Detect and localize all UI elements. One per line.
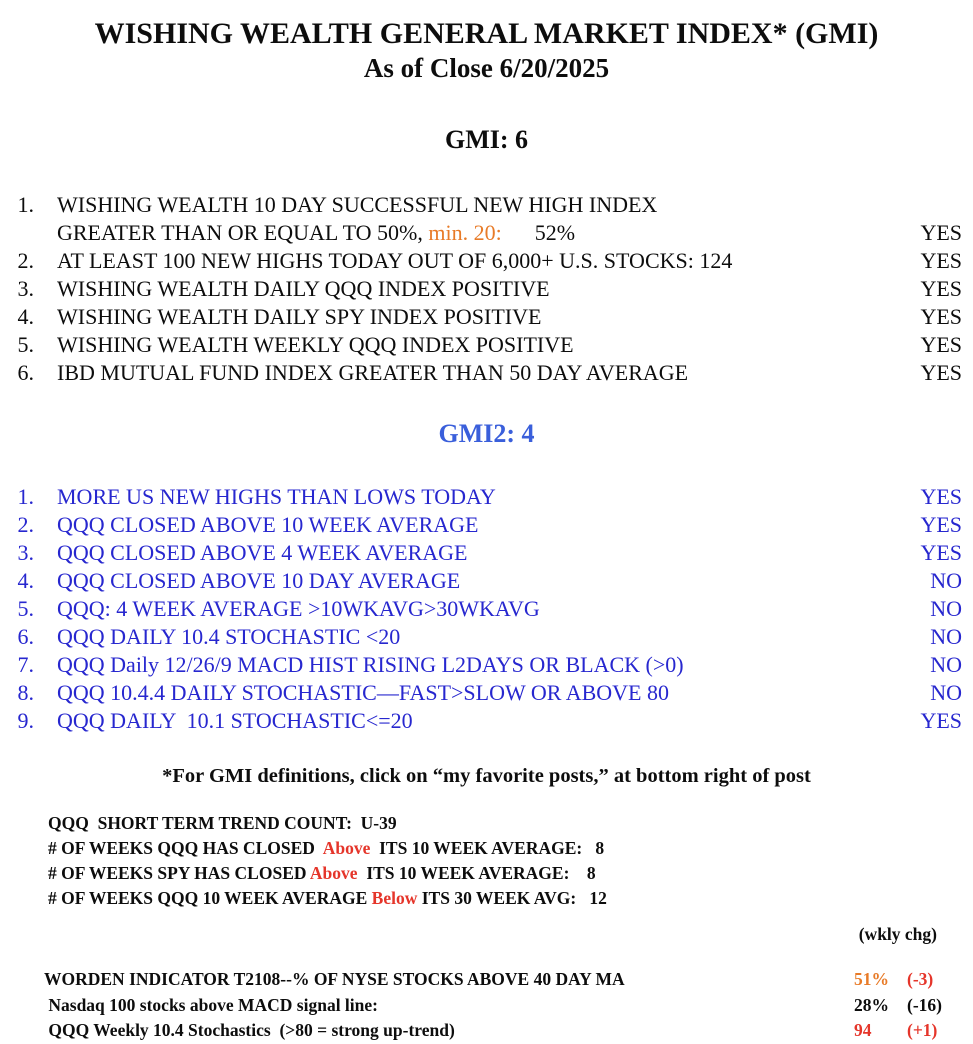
gmi-item-row (0, 191, 962, 219)
item-text (34, 595, 910, 623)
stat-text-segment: # OF WEEKS SPY HAS CLOSED (48, 863, 310, 883)
gmi2-item-row (0, 679, 962, 707)
gmi-item-row (0, 359, 962, 387)
item-text-segment: min. 20: (428, 220, 502, 245)
indicator-label: QQQ Weekly 10.4 Stochastics (>80 = strong up-trend) (44, 1020, 455, 1040)
item-answer: YES (920, 304, 962, 329)
item-text (34, 303, 910, 331)
item-number: 4. (17, 568, 34, 593)
item-answer: YES (920, 360, 962, 385)
item-text-segment: IBD MUTUAL FUND INDEX GREATER THAN 50 DAY AVERAGE (57, 360, 689, 385)
item-number: 2. (17, 248, 34, 273)
item-text-segment: WISHING WEALTH 10 DAY SUCCESSFUL NEW HIGH INDEX (57, 192, 658, 217)
item-number: 4. (17, 304, 34, 329)
item-text-segment: QQQ CLOSED ABOVE 10 DAY AVERAGE (57, 568, 461, 593)
page-title: WISHING WEALTH GENERAL MARKET INDEX* (GMI) (94, 17, 879, 50)
item-answer: NO (930, 624, 962, 649)
item-number: 5. (17, 332, 34, 357)
item-text-segment: QQQ CLOSED ABOVE 10 WEEK AVERAGE (57, 512, 479, 537)
indicator-value: 94 (854, 1020, 872, 1040)
item-answer: YES (920, 540, 962, 565)
as-of-date: As of Close 6/20/2025 (363, 53, 610, 83)
stat-line (48, 861, 973, 886)
item-text-segment: QQQ Daily 12/26/9 MACD HIST RISING L2DAYS OR BLACK (>0) (57, 652, 684, 677)
indicator-row (0, 993, 973, 1019)
gmi-item-row (0, 331, 962, 359)
stat-text-segment: Below (371, 888, 418, 908)
gmi2-item-row (0, 567, 962, 595)
item-text-segment: WISHING WEALTH WEEKLY QQQ INDEX POSITIVE (57, 332, 574, 357)
stat-text-segment: QQQ SHORT TERM TREND COUNT: U-39 (48, 813, 397, 833)
gmi-item-row (0, 247, 962, 275)
item-number: 3. (17, 540, 34, 565)
gmi-item-row (0, 275, 962, 303)
item-text (34, 331, 910, 359)
item-number: 5. (17, 596, 34, 621)
stat-text-segment: # OF WEEKS QQQ 10 WEEK AVERAGE (48, 888, 372, 908)
item-text (34, 359, 910, 387)
indicator-change: (+1) (907, 1020, 938, 1040)
gmi-item-row (0, 303, 962, 331)
item-number: 8. (17, 680, 34, 705)
indicator-label: Nasdaq 100 stocks above MACD signal line: (44, 994, 378, 1015)
item-answer: NO (930, 596, 962, 621)
gmi-item-row (0, 219, 962, 247)
gmi2-score-heading: GMI2: 4 (438, 419, 535, 448)
item-number: 1. (17, 484, 34, 509)
item-answer: YES (920, 332, 962, 357)
item-text (34, 219, 910, 247)
item-number: 6. (17, 624, 34, 649)
item-text (34, 679, 910, 707)
gmi-definitions-footnote: *For GMI definitions, click on “my favorite posts,” at bottom right of post (162, 765, 811, 787)
gmi2-item-row (0, 623, 962, 651)
item-text (34, 511, 910, 539)
item-answer (910, 191, 962, 219)
item-answer: NO (930, 652, 962, 677)
item-text-segment: WISHING WEALTH DAILY SPY INDEX POSITIVE (57, 304, 542, 329)
gmi2-item-row (0, 483, 962, 511)
item-number: 6. (17, 360, 34, 385)
stat-text-segment: Above (309, 863, 358, 883)
indicator-value: 51% (854, 969, 889, 989)
item-number: 9. (17, 708, 34, 733)
indicator-change: (-16) (907, 994, 942, 1015)
stat-line (48, 811, 973, 836)
indicator-row (0, 967, 973, 993)
item-answer: YES (920, 248, 962, 273)
item-text (34, 651, 910, 679)
item-answer: NO (930, 680, 962, 705)
stat-text-segment: ITS 30 WEEK AVG: 12 (417, 888, 607, 908)
item-text-segment: AT LEAST 100 NEW HIGHS TODAY OUT OF 6,000+ U.S. STOCKS: 124 (57, 248, 733, 273)
item-text-segment: QQQ 10.4.4 DAILY STOCHASTIC—FAST>SLOW OR ABOVE 80 (57, 680, 669, 705)
gmi2-list (0, 483, 973, 735)
wkly-chg-column-header: (wkly chg) (858, 924, 937, 944)
item-text (34, 483, 910, 511)
item-text-segment: QQQ CLOSED ABOVE 4 WEEK AVERAGE (57, 540, 468, 565)
item-text (34, 567, 910, 595)
indicators-block (0, 967, 973, 1044)
item-number: 3. (17, 276, 34, 301)
item-number (0, 219, 34, 247)
item-answer: YES (920, 484, 962, 509)
weekly-stats-block (48, 811, 973, 911)
stat-text-segment: Above (322, 838, 371, 858)
gmi2-item-row (0, 651, 962, 679)
stat-text-segment: ITS 10 WEEK AVERAGE: 8 (357, 863, 596, 883)
gmi-score-heading: GMI: 6 (444, 125, 529, 154)
item-text-segment: QQQ DAILY 10.4 STOCHASTIC <20 (57, 624, 401, 649)
item-text (34, 707, 910, 735)
item-number: 1. (17, 192, 34, 217)
item-answer: YES (920, 708, 962, 733)
gmi2-item-row (0, 539, 962, 567)
gmi2-item-row (0, 595, 962, 623)
item-text-segment: QQQ DAILY 10.1 STOCHASTIC<=20 (57, 708, 413, 733)
item-text (34, 539, 910, 567)
item-answer: YES (920, 276, 962, 301)
indicator-label: WORDEN INDICATOR T2108--% OF NYSE STOCKS ABOVE 40 DAY MA (44, 969, 625, 989)
indicator-row (0, 1018, 973, 1044)
item-text (34, 275, 910, 303)
item-number: 7. (17, 652, 34, 677)
item-text-segment: GREATER THAN OR EQUAL TO 50%, (57, 220, 429, 245)
stat-line (48, 886, 973, 911)
gmi2-item-row (0, 707, 962, 735)
item-text-segment: MORE US NEW HIGHS THAN LOWS TODAY (57, 484, 496, 509)
gmi2-item-row (0, 511, 962, 539)
indicator-value: 28% (854, 994, 889, 1015)
item-answer: NO (930, 568, 962, 593)
item-number: 2. (17, 512, 34, 537)
stat-line (48, 836, 973, 861)
item-text (34, 247, 910, 275)
item-answer: YES (920, 220, 962, 245)
indicator-change: (-3) (907, 969, 934, 989)
gmi-list (0, 191, 973, 387)
stat-text-segment: # OF WEEKS QQQ HAS CLOSED (48, 838, 323, 858)
item-text (34, 191, 910, 219)
item-text-segment: 52% (501, 220, 576, 245)
stat-text-segment: ITS 10 WEEK AVERAGE: 8 (370, 838, 605, 858)
item-answer: YES (920, 512, 962, 537)
item-text-segment: WISHING WEALTH DAILY QQQ INDEX POSITIVE (57, 276, 550, 301)
item-text-segment: QQQ: 4 WEEK AVERAGE >10WKAVG>30WKAVG (57, 596, 540, 621)
item-text (34, 623, 910, 651)
